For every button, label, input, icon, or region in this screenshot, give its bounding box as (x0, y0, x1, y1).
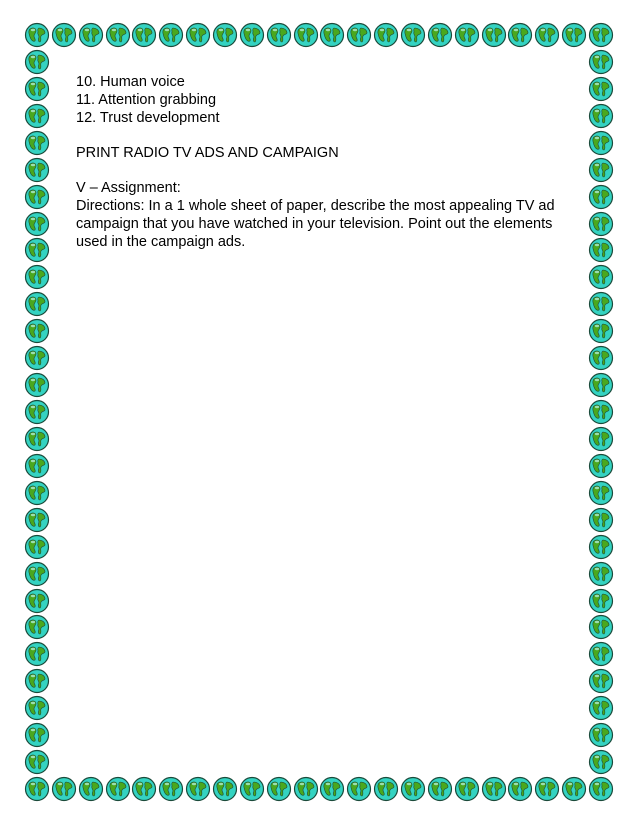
globe-icon (24, 318, 50, 344)
globe-icon (400, 776, 426, 802)
globe-icon (24, 749, 50, 775)
globe-icon (24, 614, 50, 640)
globe-icon (24, 561, 50, 587)
globe-icon (24, 507, 50, 533)
globe-icon (373, 22, 399, 48)
globe-icon (158, 22, 184, 48)
globe-icon (24, 264, 50, 290)
globe-icon (131, 22, 157, 48)
globe-icon (588, 22, 614, 48)
globe-icon (24, 291, 50, 317)
assignment-title: V – Assignment: (76, 180, 181, 196)
globe-icon (588, 76, 614, 102)
globe-icon (588, 345, 614, 371)
globe-icon (24, 372, 50, 398)
globe-icon (24, 76, 50, 102)
globe-icon (588, 211, 614, 237)
globe-icon (588, 237, 614, 263)
globe-icon (24, 641, 50, 667)
globe-icon (78, 22, 104, 48)
globe-icon (78, 776, 104, 802)
globe-icon (24, 453, 50, 479)
globe-icon (588, 426, 614, 452)
globe-icon (588, 49, 614, 75)
globe-icon (24, 668, 50, 694)
globe-icon (24, 695, 50, 721)
globe-icon (588, 453, 614, 479)
globe-icon (588, 372, 614, 398)
globe-icon (266, 776, 292, 802)
globe-icon (105, 776, 131, 802)
globe-icon (24, 345, 50, 371)
globe-icon (24, 722, 50, 748)
globe-icon (319, 22, 345, 48)
globe-icon (481, 22, 507, 48)
globe-icon (561, 776, 587, 802)
globe-icon (239, 776, 265, 802)
globe-icon (24, 184, 50, 210)
list-item: 10. Human voice (76, 74, 185, 90)
globe-icon (24, 211, 50, 237)
globe-icon (293, 22, 319, 48)
globe-icon (24, 534, 50, 560)
globe-icon (158, 776, 184, 802)
globe-icon (534, 22, 560, 48)
globe-icon (588, 749, 614, 775)
globe-icon (588, 668, 614, 694)
globe-icon (507, 22, 533, 48)
globe-icon (588, 157, 614, 183)
globe-icon (588, 103, 614, 129)
globe-icon (24, 22, 50, 48)
globe-icon (24, 399, 50, 425)
globe-icon (588, 695, 614, 721)
globe-icon (588, 614, 614, 640)
globe-icon (588, 264, 614, 290)
globe-icon (185, 22, 211, 48)
globe-icon (588, 318, 614, 344)
globe-icon (185, 776, 211, 802)
globe-icon (588, 641, 614, 667)
globe-icon (24, 103, 50, 129)
globe-icon (51, 776, 77, 802)
globe-icon (588, 534, 614, 560)
globe-icon (131, 776, 157, 802)
globe-icon (373, 776, 399, 802)
globe-icon (588, 399, 614, 425)
globe-icon (588, 588, 614, 614)
assignment-line: campaign that you have watched in your television. Point out the elements (76, 216, 553, 232)
globe-icon (588, 507, 614, 533)
list-item: 11. Attention grabbing (76, 92, 217, 108)
globe-icon (454, 776, 480, 802)
globe-icon (239, 22, 265, 48)
globe-icon (24, 588, 50, 614)
globe-icon (427, 776, 453, 802)
globe-icon (588, 184, 614, 210)
globe-icon (588, 561, 614, 587)
globe-icon (51, 22, 77, 48)
globe-icon (588, 480, 614, 506)
globe-icon (534, 776, 560, 802)
section-heading: PRINT RADIO TV ADS AND CAMPAIGN (76, 145, 339, 161)
globe-icon (266, 22, 292, 48)
globe-icon (454, 22, 480, 48)
globe-icon (507, 776, 533, 802)
globe-icon (24, 157, 50, 183)
globe-icon (24, 130, 50, 156)
globe-icon (400, 22, 426, 48)
globe-icon (212, 22, 238, 48)
globe-icon (481, 776, 507, 802)
list-item: 12. Trust development (76, 110, 220, 126)
globe-icon (588, 291, 614, 317)
globe-icon (24, 49, 50, 75)
assignment-line: used in the campaign ads. (76, 234, 246, 250)
globe-icon (24, 480, 50, 506)
globe-icon (105, 22, 131, 48)
globe-icon (346, 776, 372, 802)
globe-icon (293, 776, 319, 802)
globe-icon (588, 776, 614, 802)
globe-icon (561, 22, 587, 48)
globe-icon (24, 237, 50, 263)
globe-icon (427, 22, 453, 48)
globe-icon (588, 722, 614, 748)
globe-icon (346, 22, 372, 48)
globe-icon (319, 776, 345, 802)
assignment-line: Directions: In a 1 whole sheet of paper, describe the most appealing TV ad (76, 198, 555, 214)
globe-icon (212, 776, 238, 802)
globe-icon (588, 130, 614, 156)
globe-icon (24, 776, 50, 802)
globe-icon (24, 426, 50, 452)
document-content (76, 73, 566, 251)
